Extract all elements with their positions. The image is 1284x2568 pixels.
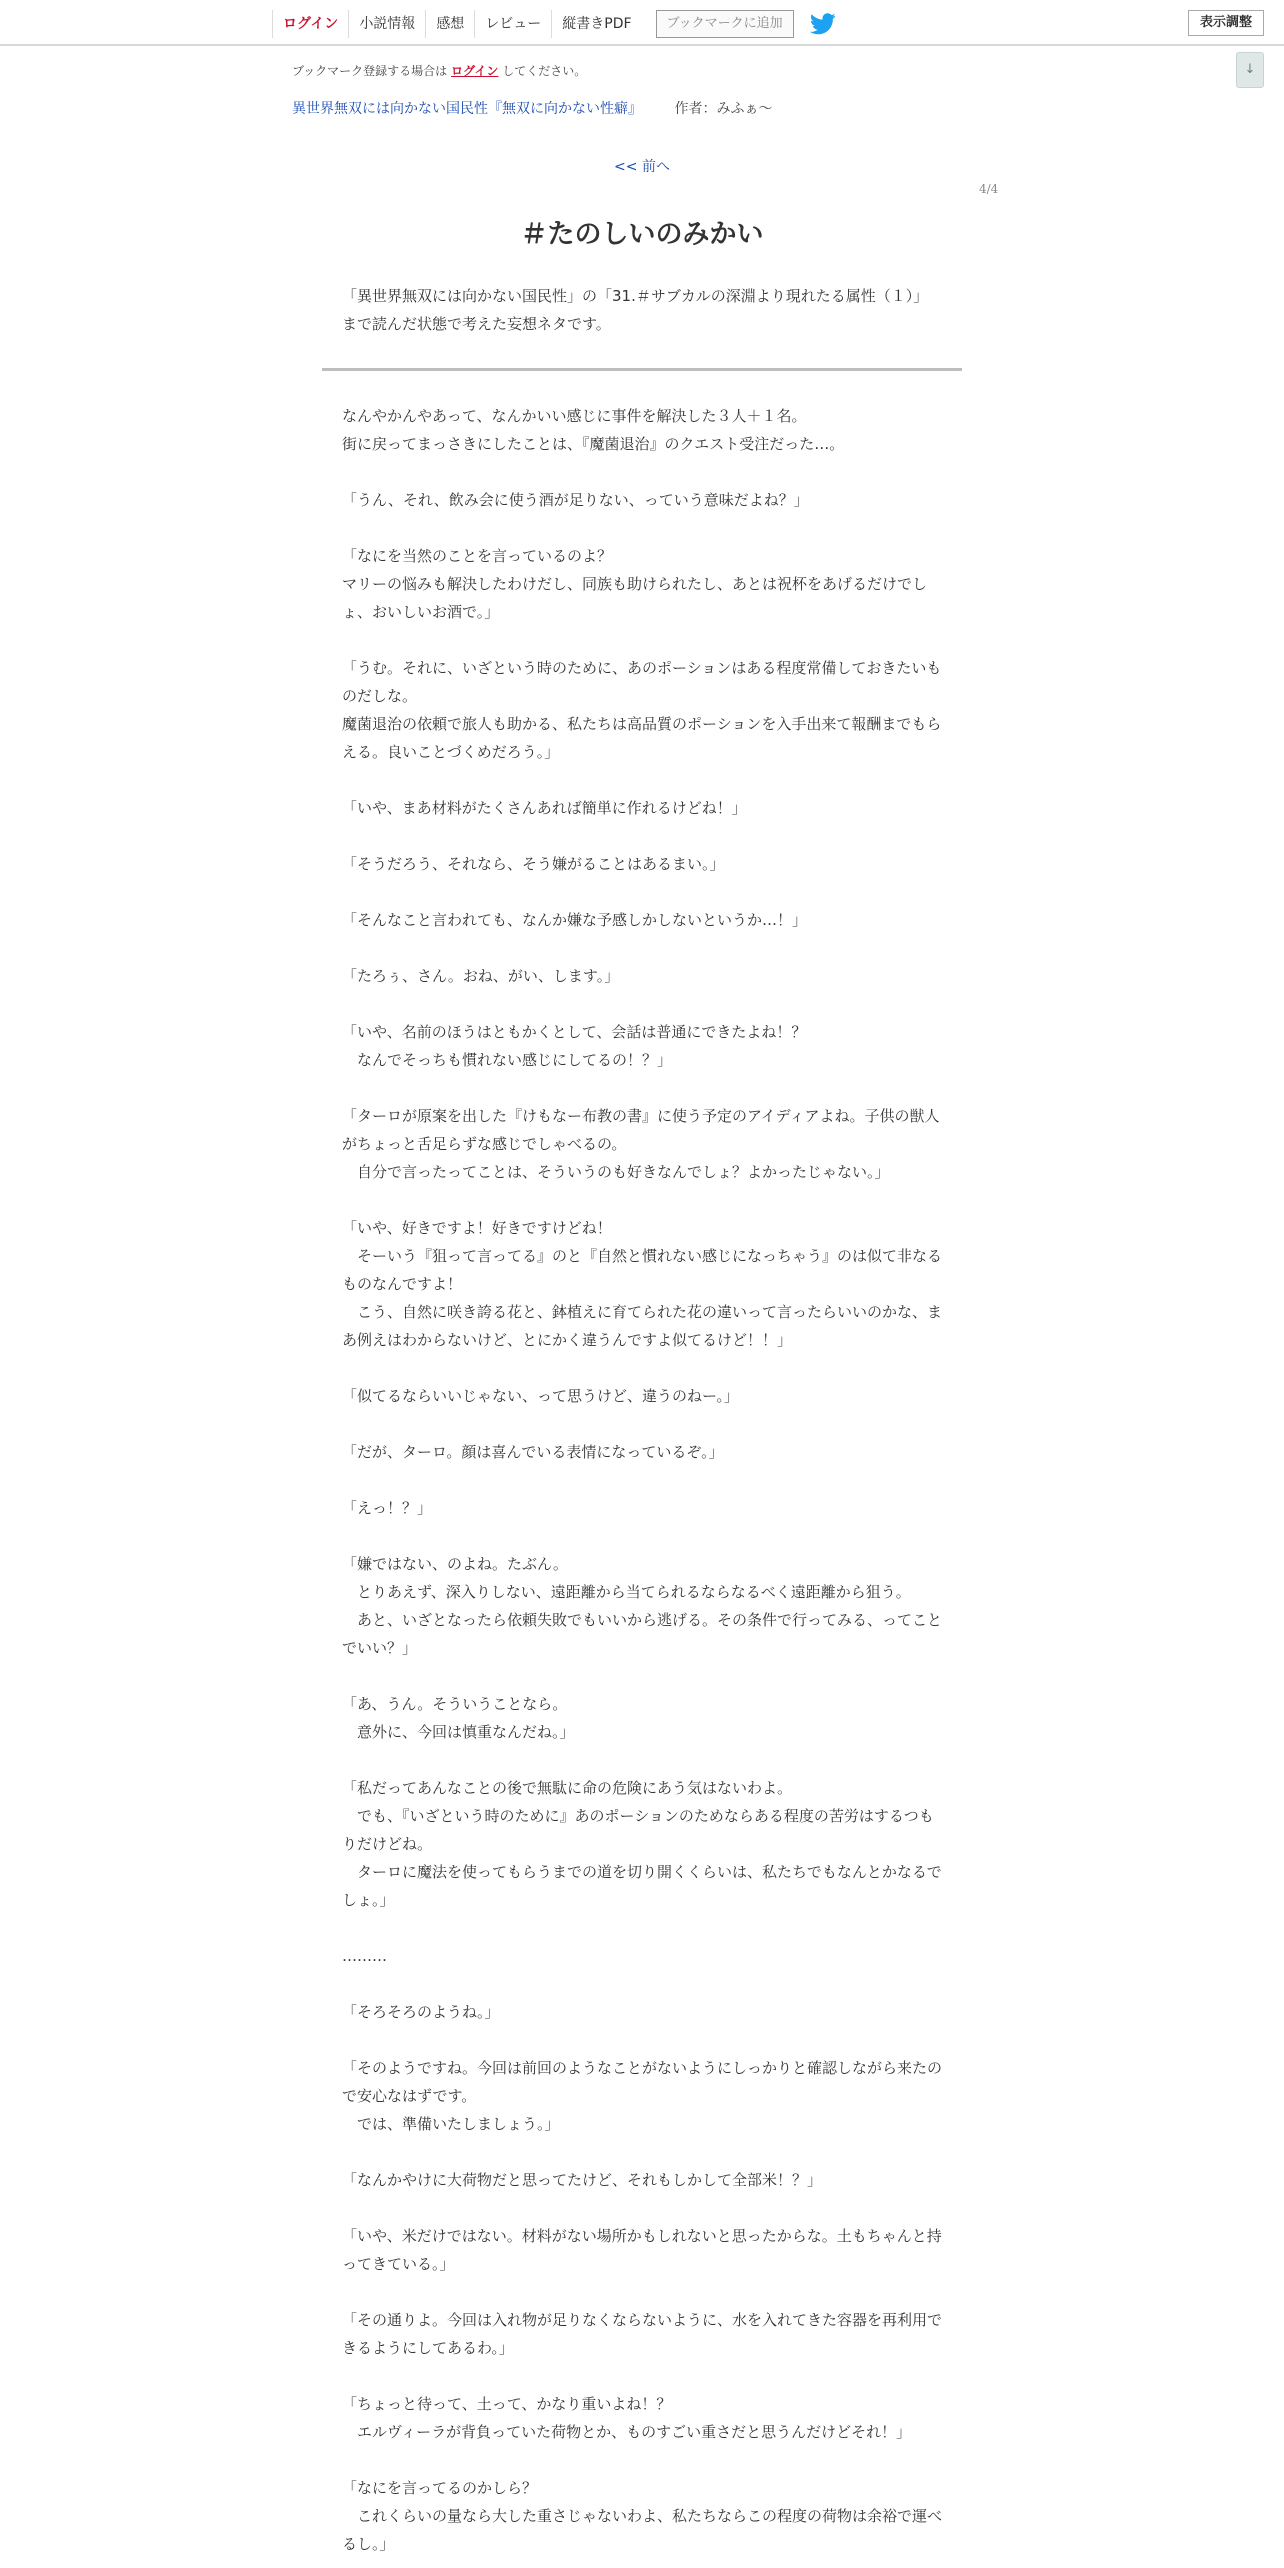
- prev-page-link[interactable]: << 前へ: [614, 159, 670, 175]
- body-paragraph: [342, 514, 942, 542]
- body-paragraph: 「嫌ではない、のよね。たぶん。 とりあえず、深入りしない、遠距離から当てられるならなるべく遠距離から狙う。 あと、いざとなったら依頼失敗でもいいから逃げる。その条件で行ってみる、ってことでいい？」: [342, 1555, 943, 1657]
- body-paragraph: [342, 2278, 942, 2306]
- chapter-body: [342, 402, 942, 2558]
- bookmark-add-button[interactable]: ブックマークに追加: [656, 10, 794, 38]
- preface-divider: [322, 368, 962, 371]
- body-paragraph: 「うん、それ、飲み会に使う酒が足りない、っていう意味だよね？」: [342, 491, 809, 509]
- page-number: 4/4: [979, 182, 999, 196]
- body-paragraph: 「そのようですね。今回は前回のようなことがないようにしっかりと確認しながら来たので安心なはずです。 では、準備いたしましょう。」: [342, 2059, 943, 2133]
- impressions-link[interactable]: 感想: [425, 10, 474, 38]
- body-paragraph: 「私だってあんなことの後で無駄に命の危険にあう気はないわよ。 でも、『いざという時のために』あのポーションのためならある程度の苦労はするつもりだけどね。 ターロに魔法を使ってもらうまでの道を切り開くくらいは、私たちでもなんとかなるでしょ。」: [342, 1779, 942, 1909]
- body-paragraph: [342, 2194, 942, 2222]
- arrow-down-icon: ↓: [1244, 62, 1256, 77]
- body-paragraph: [342, 1746, 942, 1774]
- notice-suffix: してください。: [502, 64, 587, 78]
- body-paragraph: [342, 934, 942, 962]
- display-settings-button[interactable]: 表示調整: [1188, 10, 1264, 36]
- body-paragraph: [342, 766, 942, 794]
- body-paragraph: [342, 1522, 942, 1550]
- body-paragraph: [342, 1466, 942, 1494]
- notice-prefix: ブックマーク登録する場合は: [292, 64, 448, 78]
- body-paragraph: 「そうだろう、それなら、そう嫌がることはあるまい。」: [342, 855, 725, 873]
- body-paragraph: 「似てるならいいじゃない、って思うけど、違うのねー。」: [342, 1387, 739, 1405]
- novel-info-link[interactable]: 小説情報: [348, 10, 425, 38]
- body-paragraph: [342, 822, 942, 850]
- body-paragraph: 「いや、名前のほうはともかくとして、会話は普通にできたよね！？ なんでそっちも慣れない感じにしてるの！？」: [342, 1023, 807, 1069]
- body-paragraph: [342, 1914, 942, 1942]
- bookmark-login-notice: [292, 62, 586, 79]
- author-label: 作者：みふぁ～: [674, 101, 773, 117]
- body-paragraph: [342, 1410, 942, 1438]
- body-paragraph: 「ターロが原案を出した『けもなー布教の書』に使う予定のアイディアよね。子供の獣人がちょっと舌足らずな感じでしゃべるの。 自分で言ったってことは、そういうのも好きなんでしょ？よかったじゃない。」: [342, 1107, 940, 1181]
- body-paragraph: [342, 458, 942, 486]
- body-paragraph: 「そろそろのようね。」: [342, 2003, 500, 2021]
- chapter-title: ＃たのしいのみかい: [520, 219, 764, 250]
- top-bar: [0, 0, 1284, 46]
- body-paragraph: なんやかんやあって、なんかいい感じに事件を解決した３人＋１名。 街に戻ってまっさきにしたことは、『魔菌退治』のクエスト受注だった…。: [342, 407, 845, 453]
- body-paragraph: 「たろぅ、さん。おね、がい、します。」: [342, 967, 620, 985]
- login-link[interactable]: ログイン: [272, 10, 348, 38]
- body-paragraph: 「だが、ターロ。顔は喜んでいる表情になっているぞ。」: [342, 1443, 724, 1461]
- body-paragraph: [342, 1970, 942, 1998]
- body-paragraph: [342, 2362, 942, 2390]
- body-paragraph: 「なんかやけに大荷物だと思ってたけど、それもしかして全部米！？」: [342, 2171, 823, 2189]
- body-paragraph: ………: [342, 1947, 387, 1965]
- notice-login-link[interactable]: ログイン: [451, 64, 499, 78]
- body-paragraph: [342, 990, 942, 1018]
- body-paragraph: 「いや、好きですよ！好きですけどね！ そーいう『狙って言ってる』のと『自然と慣れない感じになっちゃう』のは似て非なるものなんですよ！ こう、自然に咲き誇る花と、鉢植えに育てられた花の違いって言ったらいいのかな、まあ例えはわからないけど、とにかく違うんですよ似てるけど！！」: [342, 1219, 943, 1349]
- body-paragraph: 「なにを当然のことを言っているのよ？ マリーの悩みも解決したわけだし、同族も助けられたし、あとは祝杯をあげるだけでしょ、おいしいお酒で。」: [342, 547, 928, 621]
- body-paragraph: [342, 1354, 942, 1382]
- body-paragraph: [342, 2446, 942, 2474]
- main-nav: [272, 9, 836, 39]
- novel-title-link[interactable]: 異世界無双には向かない国民性『無双に向かない性癖』: [292, 101, 642, 117]
- twitter-bird-icon[interactable]: [810, 13, 836, 35]
- body-paragraph: [342, 878, 942, 906]
- body-paragraph: 「ちょっと待って、土って、かなり重いよね！？ エルヴィーラが背負っていた荷物とか、ものすごい重さだと思うんだけどそれ！」: [342, 2395, 912, 2441]
- body-paragraph: [342, 626, 942, 654]
- body-paragraph: [342, 2026, 942, 2054]
- body-paragraph: [342, 1662, 942, 1690]
- body-paragraph: 「うむ。それに、いざという時のために、あのポーションはある程度常備しておきたいものだしな。 魔菌退治の依頼で旅人も助かる、私たちは高品質のポーションを入手出来て報酬までもらえる。良いことづくめだろう。」: [342, 659, 942, 761]
- body-paragraph: [342, 2138, 942, 2166]
- body-paragraph: 「その通りよ。今回は入れ物が足りなくならないように、水を入れてきた容器を再利用できるようにしてあるわ。」: [342, 2311, 943, 2357]
- novel-header: [292, 98, 772, 118]
- body-paragraph: [342, 1074, 942, 1102]
- body-paragraph: 「いや、米だけではない。材料がない場所かもしれないと思ったからな。土もちゃんと持ってきている。」: [342, 2227, 942, 2273]
- body-paragraph: 「なにを言ってるのかしら？ これくらいの量なら大した重さじゃないわよ、私たちならこの程度の荷物は余裕で運べるし。」: [342, 2479, 943, 2553]
- review-link[interactable]: レビュー: [474, 10, 551, 38]
- body-paragraph: 「えっ！？」: [342, 1499, 433, 1517]
- body-paragraph: 「いや、まあ材料がたくさんあれば簡単に作れるけどね！」: [342, 799, 747, 817]
- body-paragraph: 「あ、うん。そういうことなら。 意外に、今回は慎重なんだね。」: [342, 1695, 575, 1741]
- vertical-pdf-link[interactable]: 縦書きPDF: [551, 10, 641, 38]
- body-paragraph: [342, 1186, 942, 1214]
- body-paragraph: 「そんなこと言われても、なんか嫌な予感しかしないというか…！」: [342, 911, 808, 929]
- scroll-down-button[interactable]: [1236, 52, 1264, 88]
- chapter-preface: 「異世界無双には向かない国民性」の「31.＃サブカルの深淵より現れたる属性（１）」まで読んだ状態で考えた妄想ネタです。: [342, 287, 929, 333]
